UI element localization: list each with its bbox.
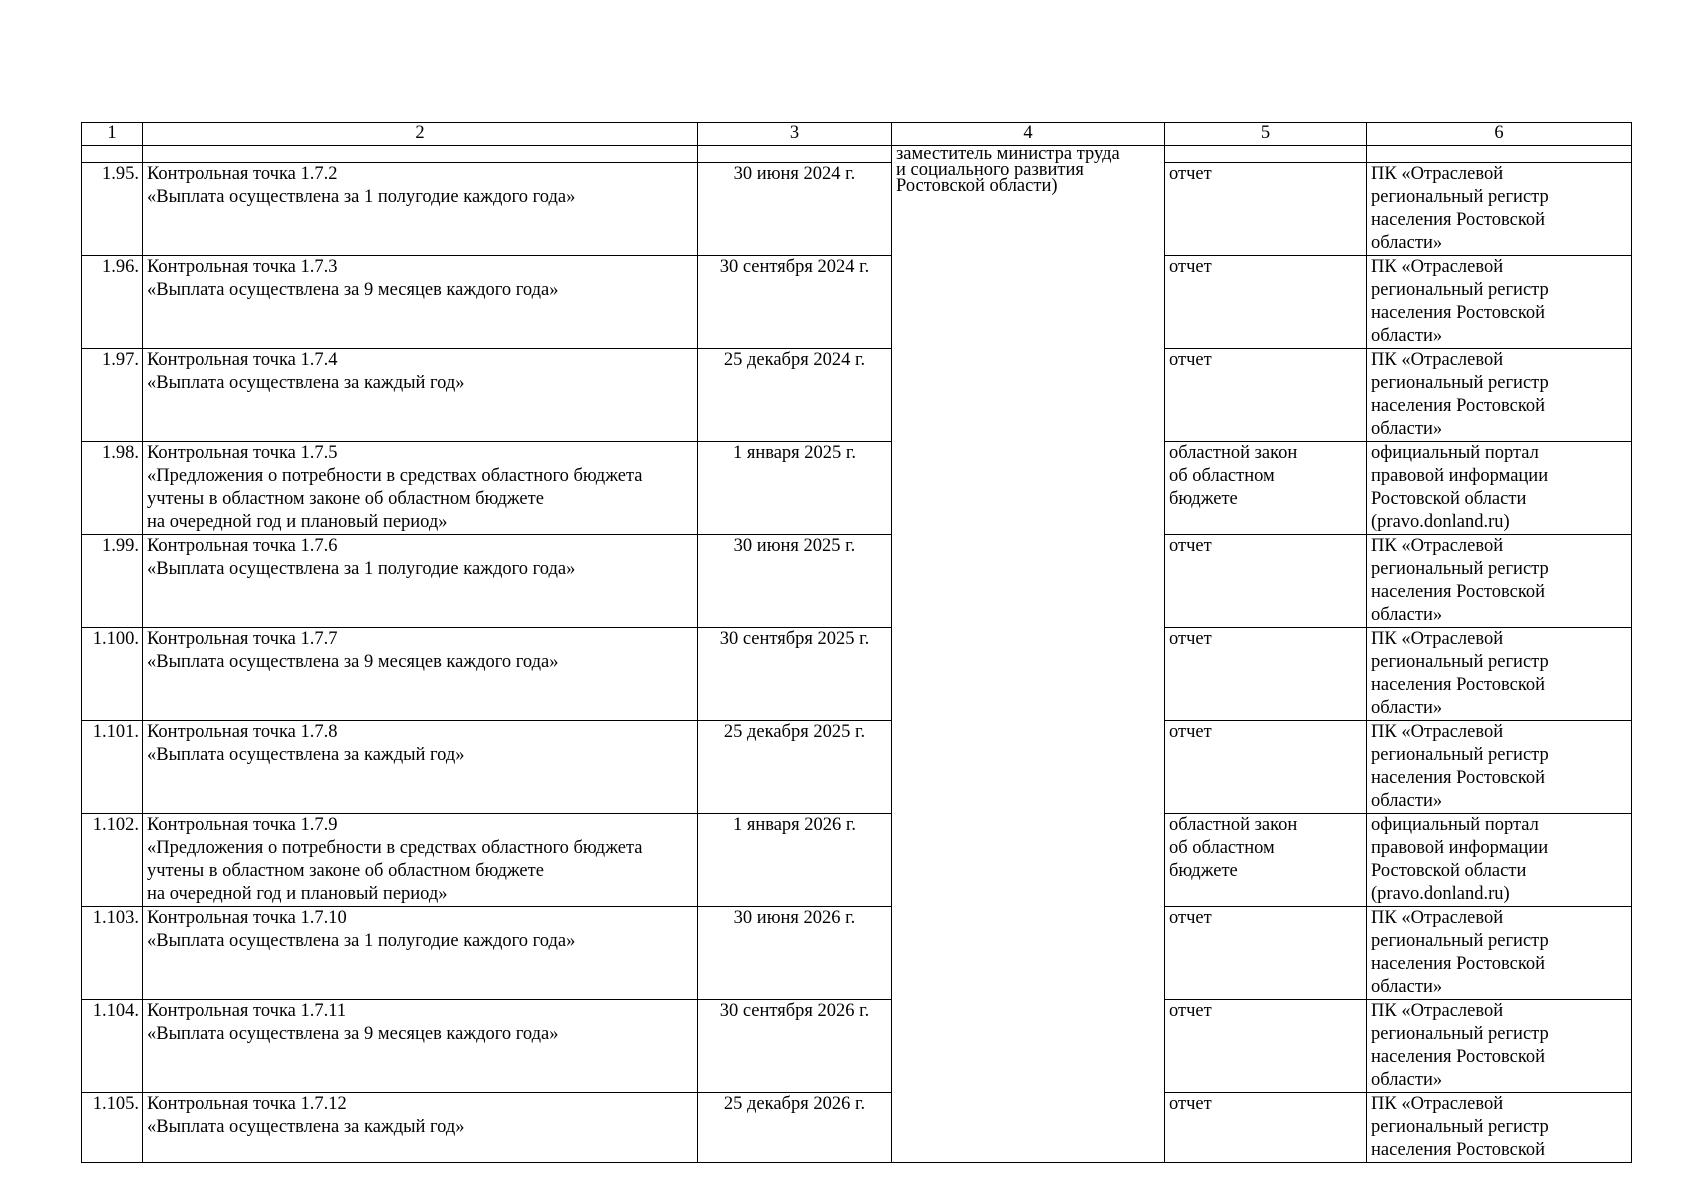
control-point-cell <box>143 256 698 349</box>
table-row <box>82 628 1632 721</box>
control-point-description: «Выплата осуществлена за 1 полугодие каждого года» <box>147 187 576 207</box>
control-point-title: Контрольная точка 1.7.6 <box>147 536 338 556</box>
document-type: об областном <box>1169 466 1275 486</box>
control-point-description: учтены в областном законе об областном бюджете <box>147 489 544 509</box>
responsible-cell <box>892 146 1165 1163</box>
control-point-cell <box>143 1093 698 1163</box>
table-row <box>82 1093 1632 1163</box>
info-source-cell <box>1367 1093 1632 1163</box>
info-source: правовой информации <box>1371 838 1549 858</box>
deadline-date: 30 сентября 2026 г. <box>698 1000 892 1093</box>
control-point-description: на очередной год и плановый период» <box>147 884 448 904</box>
col-header-3: 3 <box>698 123 892 146</box>
table-row <box>82 721 1632 814</box>
info-source-cell <box>1367 628 1632 721</box>
control-point-description: «Выплата осуществлена за 9 месяцев каждого года» <box>147 1024 559 1044</box>
document-type: отчет <box>1169 350 1212 370</box>
control-point-title: Контрольная точка 1.7.9 <box>147 815 338 835</box>
info-source: ПК «Отраслевой <box>1371 164 1504 184</box>
info-source: Ростовской области <box>1371 489 1527 509</box>
deadline-date: 30 июня 2025 г. <box>698 535 892 628</box>
document-type: об областном <box>1169 838 1275 858</box>
control-point-title: Контрольная точка 1.7.4 <box>147 350 338 370</box>
info-source: региональный регистр <box>1371 652 1549 672</box>
info-source: населения Ростовской <box>1371 1047 1546 1067</box>
control-point-cell <box>143 442 698 535</box>
control-point-title: Контрольная точка 1.7.2 <box>147 164 338 184</box>
info-source: области» <box>1371 326 1443 346</box>
info-source: региональный регистр <box>1371 559 1549 579</box>
deadline-date: 25 декабря 2024 г. <box>698 349 892 442</box>
control-point-description: «Выплата осуществлена за 9 месяцев каждого года» <box>147 280 559 300</box>
info-source: Ростовской области <box>1371 861 1527 881</box>
document-type-cell <box>1165 1093 1367 1163</box>
row-number: 1.95. <box>82 163 143 256</box>
table-row <box>82 1000 1632 1093</box>
info-source-cell <box>1367 535 1632 628</box>
row-number: 1.98. <box>82 442 143 535</box>
document-type: областной закон <box>1169 815 1298 835</box>
control-point-description: «Выплата осуществлена за 1 полугодие каждого года» <box>147 931 576 951</box>
control-point-description: «Выплата осуществлена за каждый год» <box>147 745 465 765</box>
document-type: отчет <box>1169 536 1212 556</box>
info-source-cell <box>1367 907 1632 1000</box>
info-source: правовой информации <box>1371 466 1549 486</box>
deadline-date: 1 января 2026 г. <box>698 814 892 907</box>
control-point-cell <box>143 349 698 442</box>
document-type-cell <box>1165 256 1367 349</box>
info-source: населения Ростовской <box>1371 582 1546 602</box>
info-source: официальный портал <box>1371 815 1539 835</box>
info-source: населения Ростовской <box>1371 396 1546 416</box>
info-source: ПК «Отраслевой <box>1371 1094 1504 1114</box>
info-source-cell <box>1367 814 1632 907</box>
info-source: населения Ростовской <box>1371 675 1546 695</box>
info-source: области» <box>1371 698 1443 718</box>
col-header-1: 1 <box>82 123 143 146</box>
info-source-cell <box>1367 349 1632 442</box>
row-number: 1.100. <box>82 628 143 721</box>
document-type: отчет <box>1169 1001 1212 1021</box>
control-point-description: «Выплата осуществлена за 1 полугодие каждого года» <box>147 559 576 579</box>
row-number: 1.99. <box>82 535 143 628</box>
row-number: 1.105. <box>82 1093 143 1163</box>
document-type: бюджете <box>1169 861 1238 881</box>
deadline-date: 30 сентября 2025 г. <box>698 628 892 721</box>
info-source-cell <box>1367 442 1632 535</box>
info-source: региональный регистр <box>1371 745 1549 765</box>
info-source: населения Ростовской <box>1371 954 1546 974</box>
deadline-date: 30 июня 2026 г. <box>698 907 892 1000</box>
info-source: ПК «Отраслевой <box>1371 1001 1504 1021</box>
row-number: 1.97. <box>82 349 143 442</box>
control-point-title: Контрольная точка 1.7.5 <box>147 443 338 463</box>
control-point-cell <box>143 163 698 256</box>
info-source: населения Ростовской <box>1371 210 1546 230</box>
col-header-4: 4 <box>892 123 1165 146</box>
control-point-description: «Предложения о потребности в средствах областного бюджета <box>147 466 643 486</box>
col-header-2: 2 <box>143 123 698 146</box>
document-type: отчет <box>1169 722 1212 742</box>
info-source: области» <box>1371 977 1443 997</box>
info-source: ПК «Отраслевой <box>1371 536 1504 556</box>
document-type: областной закон <box>1169 443 1298 463</box>
info-source: области» <box>1371 233 1443 253</box>
row-number: 1.104. <box>82 1000 143 1093</box>
responsible-text: заместитель министра труда <box>896 145 1120 164</box>
info-source: официальный портал <box>1371 443 1539 463</box>
control-point-cell <box>143 721 698 814</box>
control-point-description: учтены в областном законе об областном бюджете <box>147 861 544 881</box>
info-source: (pravo.donland.ru) <box>1371 512 1510 532</box>
col-header-5: 5 <box>1165 123 1367 146</box>
info-source: региональный регистр <box>1371 1024 1549 1044</box>
document-type-cell <box>1165 721 1367 814</box>
deadline-date: 25 декабря 2025 г. <box>698 721 892 814</box>
row-number: 1.102. <box>82 814 143 907</box>
control-point-title: Контрольная точка 1.7.7 <box>147 629 338 649</box>
document-type-cell <box>1165 1000 1367 1093</box>
info-source-cell <box>1367 1000 1632 1093</box>
document-type-cell <box>1165 349 1367 442</box>
control-point-description: «Выплата осуществлена за каждый год» <box>147 1117 465 1137</box>
info-source: населения Ростовской <box>1371 768 1546 788</box>
info-source-cell <box>1367 256 1632 349</box>
info-source: региональный регистр <box>1371 1117 1549 1137</box>
document-type: отчет <box>1169 629 1212 649</box>
control-point-title: Контрольная точка 1.7.11 <box>147 1001 347 1021</box>
info-source: населения Ростовской <box>1371 303 1546 323</box>
info-source: ПК «Отраслевой <box>1371 629 1504 649</box>
control-point-title: Контрольная точка 1.7.8 <box>147 722 338 742</box>
control-point-description: «Выплата осуществлена за каждый год» <box>147 373 465 393</box>
deadline-date: 1 января 2025 г. <box>698 442 892 535</box>
info-source: ПК «Отраслевой <box>1371 257 1504 277</box>
continuation-row <box>82 146 1632 163</box>
table-row <box>82 814 1632 907</box>
info-source-cell <box>1367 721 1632 814</box>
control-point-cell <box>143 628 698 721</box>
info-source: ПК «Отраслевой <box>1371 350 1504 370</box>
control-point-description: на очередной год и плановый период» <box>147 512 448 532</box>
document-type-cell <box>1165 442 1367 535</box>
control-point-cell <box>143 535 698 628</box>
info-source: региональный регистр <box>1371 187 1549 207</box>
document-type-cell <box>1165 814 1367 907</box>
document-type: отчет <box>1169 164 1212 184</box>
document-type: отчет <box>1169 257 1212 277</box>
table-row <box>82 442 1632 535</box>
info-source: ПК «Отраслевой <box>1371 722 1504 742</box>
info-source: региональный регистр <box>1371 931 1549 951</box>
info-source: области» <box>1371 605 1443 625</box>
table-row <box>82 907 1632 1000</box>
control-point-cell <box>143 1000 698 1093</box>
info-source: (pravo.donland.ru) <box>1371 884 1510 904</box>
info-source: региональный регистр <box>1371 373 1549 393</box>
info-source: ПК «Отраслевой <box>1371 908 1504 928</box>
document-type-cell <box>1165 628 1367 721</box>
deadline-date: 30 сентября 2024 г. <box>698 256 892 349</box>
info-source: области» <box>1371 419 1443 439</box>
deadline-date: 25 декабря 2026 г. <box>698 1093 892 1163</box>
info-source-cell <box>1367 163 1632 256</box>
document-type: отчет <box>1169 908 1212 928</box>
info-source: области» <box>1371 791 1443 811</box>
info-source: региональный регистр <box>1371 280 1549 300</box>
responsible-text: Ростовской области) <box>896 176 1058 196</box>
control-points-table <box>81 122 1632 1163</box>
row-number: 1.96. <box>82 256 143 349</box>
row-number: 1.101. <box>82 721 143 814</box>
control-point-description: «Выплата осуществлена за 9 месяцев каждого года» <box>147 652 559 672</box>
table-row <box>82 349 1632 442</box>
document-type-cell <box>1165 535 1367 628</box>
info-source: области» <box>1371 1070 1443 1090</box>
col-header-6: 6 <box>1367 123 1632 146</box>
table-row <box>82 256 1632 349</box>
control-point-description: «Предложения о потребности в средствах областного бюджета <box>147 838 643 858</box>
control-point-title: Контрольная точка 1.7.10 <box>147 908 347 928</box>
document-type: бюджете <box>1169 489 1238 509</box>
control-point-cell <box>143 907 698 1000</box>
deadline-date: 30 июня 2024 г. <box>698 163 892 256</box>
table-row <box>82 163 1632 256</box>
table-row <box>82 535 1632 628</box>
document-type: отчет <box>1169 1094 1212 1114</box>
column-numbers-row <box>82 123 1632 146</box>
control-point-cell <box>143 814 698 907</box>
control-point-title: Контрольная точка 1.7.12 <box>147 1094 347 1114</box>
info-source: населения Ростовской <box>1371 1140 1546 1160</box>
document-type-cell <box>1165 163 1367 256</box>
control-point-title: Контрольная точка 1.7.3 <box>147 257 338 277</box>
responsible-text: и социального развития <box>896 160 1084 180</box>
document-type-cell <box>1165 907 1367 1000</box>
row-number: 1.103. <box>82 907 143 1000</box>
